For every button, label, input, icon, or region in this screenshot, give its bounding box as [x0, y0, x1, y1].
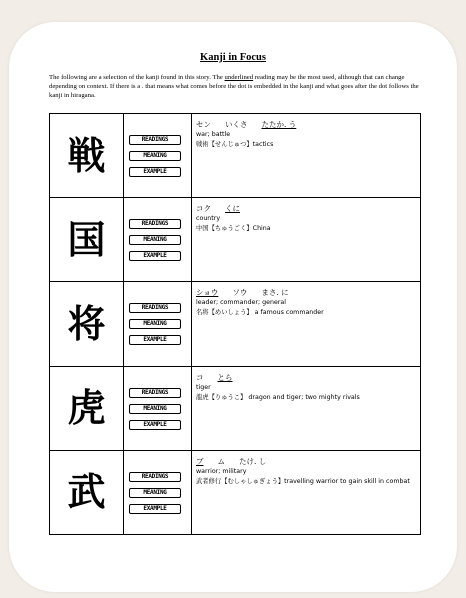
- example-text: 武者修行【むしゃしゅぎょう】travelling warrior to gain skill in combat: [196, 477, 410, 485]
- kanji-table: [49, 113, 421, 535]
- meaning-text: warrior; military: [196, 467, 247, 475]
- reading-text: コク: [196, 204, 211, 214]
- kanji-cell: [50, 114, 124, 198]
- intro-text-2: reading may be the most used, although that can change depending on context. If there is a . that means what comes before the dot is embedded in the kanji and what goes after the dot follows the kanji in hiragana.: [49, 74, 419, 99]
- readings-line: [196, 288, 416, 298]
- example-label: EXAMPLE: [129, 335, 181, 345]
- intro-text-1: The following are a selection of the kanji found in this story. The: [49, 74, 225, 81]
- reading-text: とら: [217, 372, 233, 382]
- info-cell: [192, 366, 421, 450]
- intro-underlined-word: underlined: [224, 74, 254, 81]
- kanji-character: 将: [67, 301, 106, 346]
- meaning-label: MEANING: [129, 319, 181, 329]
- example-label: EXAMPLE: [129, 167, 181, 177]
- kanji-row: [50, 198, 421, 282]
- reading-text: ム: [217, 456, 225, 466]
- info-cell: [192, 282, 421, 366]
- meaning-text: leader; commander; general: [196, 299, 287, 307]
- readings-line: [196, 373, 416, 383]
- kanji-row: [50, 450, 421, 534]
- kanji-cell: [50, 198, 124, 282]
- reading-text: くに: [225, 204, 240, 214]
- reading-text: たけ. し: [239, 456, 267, 466]
- kanji-row: [50, 366, 421, 450]
- kanji-character: 戦: [67, 133, 106, 178]
- readings-label: READINGS: [129, 303, 181, 313]
- kanji-row: [50, 114, 421, 198]
- labels-cell: [124, 366, 192, 450]
- reading-text: コ: [196, 372, 204, 382]
- reading-text: たたか. う: [261, 120, 297, 129]
- kanji-cell: [50, 282, 124, 366]
- reading-text: ショウ: [196, 288, 219, 298]
- example-label: EXAMPLE: [129, 420, 181, 430]
- intro-paragraph: [49, 73, 421, 100]
- reading-text: セン: [196, 120, 211, 129]
- reading-text: いくさ: [225, 120, 248, 129]
- meaning-text: tiger: [196, 383, 211, 391]
- meaning-label: MEANING: [129, 488, 181, 498]
- example-label: EXAMPLE: [129, 504, 181, 514]
- kanji-character: 虎: [67, 386, 106, 431]
- kanji-character: 武: [67, 470, 106, 515]
- kanji-cell: [50, 450, 124, 534]
- readings-label: READINGS: [129, 135, 181, 145]
- labels-cell: [124, 114, 192, 198]
- labels-cell: [124, 450, 192, 534]
- meaning-text: country: [196, 215, 221, 223]
- kanji-cell: [50, 366, 124, 450]
- info-cell: [192, 114, 421, 198]
- readings-line: [196, 457, 416, 467]
- readings-label: READINGS: [129, 388, 181, 398]
- meaning-text: war; battle: [196, 131, 231, 138]
- reading-text: ソウ: [232, 288, 248, 298]
- example-text: 龍虎【りゅうこ】 dragon and tiger; two mighty rivals: [196, 393, 360, 401]
- example-text: 名将【めいしょう】 a famous commander: [196, 309, 324, 317]
- readings-label: READINGS: [129, 472, 181, 482]
- labels-cell: [124, 282, 192, 366]
- kanji-row: [50, 282, 421, 366]
- info-cell: [192, 198, 421, 282]
- readings-line: [196, 204, 416, 214]
- meaning-label: MEANING: [129, 151, 181, 161]
- readings-line: [196, 120, 416, 130]
- reading-text: まさ. に: [261, 288, 289, 298]
- labels-cell: [124, 198, 192, 282]
- meaning-label: MEANING: [129, 404, 181, 414]
- page-title: Kanji in Focus: [200, 52, 266, 63]
- example-text: 中国【ちゅうごく】China: [196, 225, 271, 233]
- info-cell: [192, 450, 421, 534]
- example-label: EXAMPLE: [129, 251, 181, 261]
- example-text: 戦術【せんじゅつ】tactics: [196, 141, 274, 148]
- meaning-label: MEANING: [129, 235, 181, 245]
- reading-text: ブ: [196, 456, 204, 466]
- readings-label: READINGS: [129, 219, 181, 229]
- kanji-character: 国: [67, 217, 106, 262]
